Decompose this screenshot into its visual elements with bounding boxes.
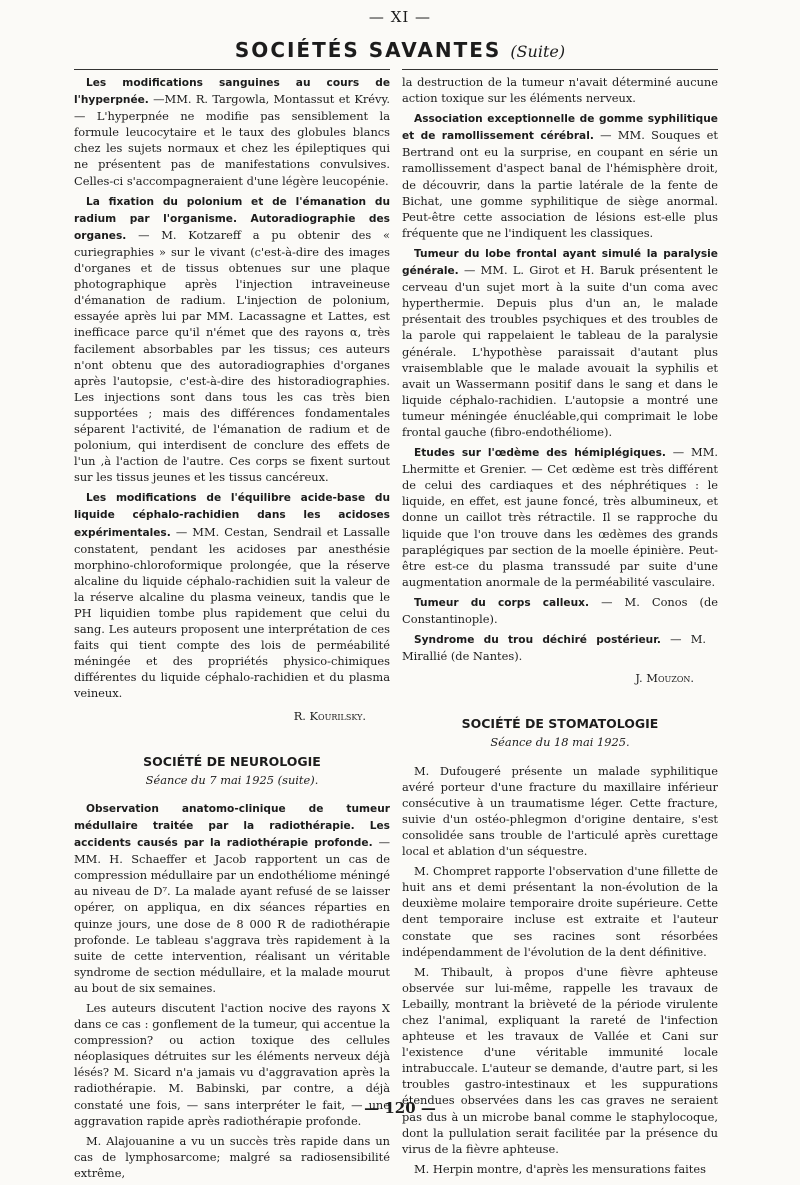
paragraph-herpin: M. Herpin montre, d'après les mensurations faites: [414, 1161, 706, 1176]
article-corps-calleux: [402, 594, 718, 627]
paragraph-continuation: la destruction de la tumeur n'avait déterminé aucune action toxique sur les éléments nerveux.: [402, 75, 718, 106]
left-column: [74, 74, 390, 1185]
right-column: [402, 74, 718, 1181]
article-gomme-syphilitique: [402, 110, 718, 241]
article-body: — MM. Cestan, Sendrail et Lassalle constatent, pendant les acidoses par anesthésie morphino-chloroformique prolongée, que la réserve alcaline du liquide céphalo-rachidien suit la valeur de la réserve alcaline du plasma veineux, tandis que le PH liquidien tombe plus rapidement que celui du sang. Les auteurs proposent une interprétation de ces faits qui tient compte des lois de perméabilité méningée et des propriétés physico-chimiques différentes du liquide céphalo-rachidien et du plasma veineux.: [74, 524, 390, 701]
header-rule-left: [74, 69, 390, 70]
article-title: Syndrome du trou déchiré postérieur.: [414, 634, 661, 647]
paragraph-chompret: M. Chompret rapporte l'observation d'une fillette de huit ans et demi présentant la non-évolution de la deuxième molaire temporaire droite supérieure. Cette dent temporaire incluse est extraite et l'auteur constate que ses racines sont résorbées indépendamment de l'évolution de la dent définitive.: [402, 864, 718, 959]
section-session-date: Séance du 18 mai 1925.: [490, 735, 630, 750]
article-title: Les modifications sanguines au cours de l'hyperpnée.: [74, 77, 390, 107]
article-title: Tumeur du corps calleux.: [414, 596, 590, 609]
article-body: — MM. Lhermitte et Grenier. — Cet œdème est très différent de celui des cardiaques et des néphrétiques : le liquide, en effet, est jaune foncé, très albumineux, et donne un caillot très rétractile. Il se rapproche du liquide que l'on trouve dans les œdèmes des grands paraplégiques par section de la moelle épinière. Peut-être est-ce du plasma transsudé par suite d'une augmentation anormale de la perméabilité vasculaire.: [402, 445, 718, 589]
section-session-date: Séance du 7 mai 1925 (suite).: [145, 772, 319, 787]
section-title-neurologie: SOCIÉTÉ DE NEUROLOGIE: [143, 753, 321, 769]
article-trou-dechire: [402, 631, 718, 664]
header-suite: (Suite): [510, 42, 566, 61]
article-title: Tumeur du lobe frontal ayant simulé la paralysie générale.: [402, 247, 718, 278]
article-body: — MM. L. Girot et H. Baruk présentent le cerveau d'un sujet mort à la suite d'un coma avec hyperthermie. Depuis plus d'un an, le malade présentait des troubles psychiques et des troubles de la parole qui rappelaient le tableau de la paralysie générale. L'hypothèse paraissait d'autant plus vraisemblable que le malade avouait la syphilis et avait un Wassermann positif dans le sang et dans le liquide céphalo-rachidien. L'autopsie a montré une tumeur méningée énucléable,qui comprimait le lobe frontal gauche (fibro-endothéliome).: [402, 263, 718, 439]
paragraph-thibault: M. Thibault, à propos d'une fièvre aphteuse observée sur lui-même, rappelle les travaux de Lebailly, montrant la brièveté de la période virulente chez l'animal, expliquant la rareté de l'infection aphteuse et les travaux de Vallée et Cani sur l'existence d'une véritable immunité locale intrabuccale. L'auteur se demande, d'autre part, si les troubles gastro-intestinaux et les suppurations étendues observées dans les cas graves ne seraient pas dus à un microbe banal comme le staphylocoque, dont la pullulation serait facilitée par la présence du virus de la fièvre aphteuse.: [402, 964, 718, 1156]
page-number: — 120 —: [364, 1099, 436, 1117]
page-header: [0, 38, 800, 62]
article-title: La fixation du polonium et de l'émanation du radium par l'organisme. Autoradiographie des organes.: [74, 195, 390, 242]
author-signature: J. Mouzon.: [635, 671, 694, 686]
article-body: — M. Kotzareff a pu obtenir des « curiegraphies » sur le vivant (c'est-à-dire des images d'organes et de tissus obtenues sur une plaque photographique après l'injection intraveineuse d'émanation de radium. L'injection de polonium, essayée après lui par MM. Lacassagne et Lattes, est inefficace parce qu'il n'émet que des rayons α, très facilement absorbables par les tissus; ces auteurs n'ont obtenu que des autoradiographies d'organes après l'autopsie, c'est-à-dire des historadiographies. Les injections sont dans tous les cas très bien supportées ; mais des différences fondamentales séparent l'activité, de l'émanation de radium et de polonium, qui interdisent de conclure des effets de l'un ,à l'action de l'autre. Ces corps se fixent surtout sur les tissus jeunes et les tissus cancéreux.: [74, 227, 390, 485]
article-body: — M. Mirallié (de Nantes).: [402, 632, 706, 664]
paragraph-dufougere: M. Dufougeré présente un malade syphilitique avéré porteur d'une fracture du maxillaire inférieur consécutive à un traumatisme léger. Cette fracture, suivie d'un ostéo-phlegmon d'origine dentaire, s'est consolidée sans trouble de l'articulé après curettage local et ablation d'un séquestre.: [402, 763, 718, 859]
header-title: SOCIÉTÉS SAVANTES: [234, 38, 502, 62]
article-title: Association exceptionnelle de gomme syphilitique et de ramollissement cérébral.: [402, 113, 718, 143]
author-signature: R. Kourilsky.: [293, 708, 366, 723]
article-body: — M. Conos (de Constantinople).: [402, 594, 719, 626]
article-title: Les modifications de l'équilibre acide-base du liquide céphalo-rachidien dans les acidoses expérimentales.: [74, 492, 390, 539]
article-hyperpnee: [74, 74, 390, 189]
paragraph-rayons-x: Les auteurs discutent l'action nocive des rayons X dans ce cas : gonflement de la tumeur, qui accentue la compression? ou action toxique des cellules néoplasiques détruites sur les éléments nerveux déjà lésés? M. Sicard n'a jamais vu d'aggravation après la radiothérapie. M. Babinski, par contre, a déjà constaté une fois, — sans interpréter le fait, — une aggravation rapide après radiothérapie profonde.: [74, 1000, 390, 1128]
header-rule-right: [402, 69, 718, 70]
article-oedeme: [402, 444, 718, 590]
article-acide-base: [74, 489, 390, 701]
article-body: — MM. Souques et Bertrand ont eu la surprise, en coupant en série un ramollissement d'aspect banal de l'hémisphère droit, de découvrir, dans la partie latérale de la fente de Bichat, une gomme syphilitique de siège anormal. Peut-être cette association de lésions est-elle plus fréquente que ne l'indiquent les classiques.: [402, 128, 718, 240]
article-title: Etudes sur l'œdème des hémiplégiques.: [414, 447, 666, 460]
article-title: Observation anatomo-clinique de tumeur médullaire traitée par la radiothérapie. Les accidents causés par la radiothérapie profonde.: [74, 802, 390, 850]
article-polonium: [74, 193, 390, 486]
article-lobe-frontal: [402, 245, 718, 440]
roman-page-number: — XI —: [368, 8, 432, 26]
article-tumeur-medullaire: [74, 800, 390, 996]
section-title-stomatologie: SOCIÉTÉ DE STOMATOLOGIE: [461, 716, 659, 732]
article-body: — MM. H. Schaeffer et Jacob rapportent un cas de compression médullaire par un endothéliome méningé au niveau de D⁷. La malade ayant refusé de se laisser opérer, on appliqua, en dix séances réparties en quinze jours, une dose de 8 000 R de radiothérapie profonde. Le tableau s'aggrava très rapidement à la suite de cette intervention, réalisant un véritable syndrome de section médullaire, et la malade mourut au bout de six semaines.: [74, 835, 391, 995]
article-trou-dechire-text: [402, 631, 706, 664]
paragraph-alajouanine: M. Alajouanine a vu un succès très rapide dans un cas de lymphosarcome; malgré sa radiosensibilité extrême,: [74, 1133, 390, 1180]
article-body: —MM. R. Targowla, Montassut et Krévy. — L'hyperpnée ne modifie pas sensiblement la formule leucocytaire et le taux des globules blancs chez les sujets normaux et chez les épileptiques qui ne présentent pas de manifestations convulsives. Celles-ci s'accompagneraient d'une légère leucopénie.: [74, 92, 390, 188]
